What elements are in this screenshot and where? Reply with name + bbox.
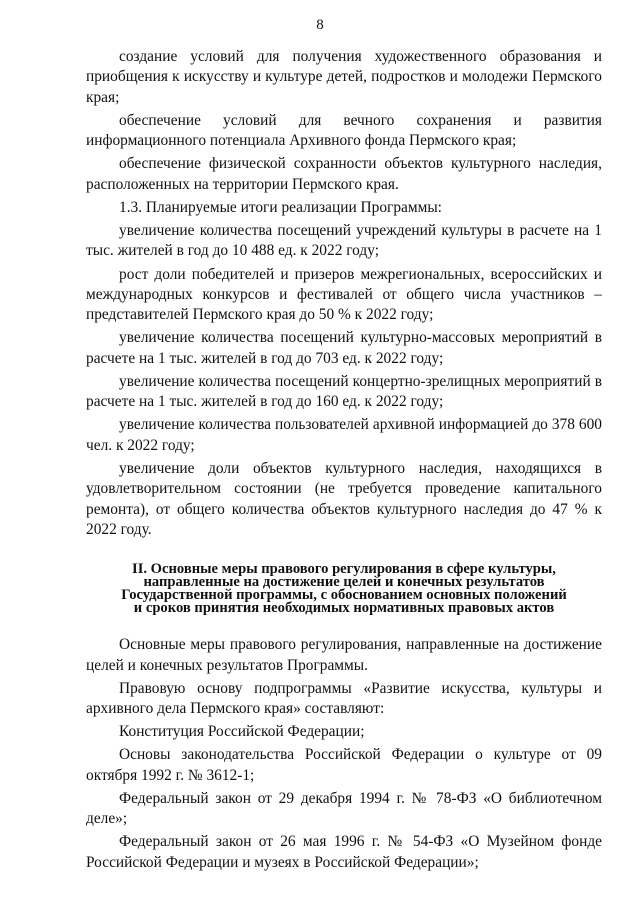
paragraph: увеличение количества посещений концертно-зрелищных мероприятий в расчете на 1 тыс. жителей в год до 160 ед. к 2022 году;	[86, 372, 602, 411]
paragraph: обеспечение физической сохранности объектов культурного наследия, расположенных на территории Пермского края.	[86, 155, 602, 193]
paragraph: Основные меры правового регулирования, направленные на достижение целей и конечных результатов Программы.	[86, 636, 602, 674]
paragraph: Конституция Российской Федерации;	[119, 723, 365, 741]
page-content	[86, 47, 602, 876]
paragraph: увеличение количества пользователей архивной информацией до 378 600 чел. к 2022 году;	[86, 416, 602, 454]
page-number: 8	[316, 17, 324, 33]
paragraph: обеспечение условий для вечного сохранения и развития информационного потенциала Архивного фонда Пермского края;	[86, 111, 602, 150]
section-heading	[86, 560, 602, 617]
paragraph: рост доли победителей и призеров межрегиональных, всероссийских и международных конкурсов и фестивалей от общего числа участников – представителей Пермского края до 50 % к 2022 году;	[86, 265, 602, 324]
paragraph: создание условий для получения художественного образования и приобщения к искусству и культуре детей, подростков и молодежи Пермского края;	[86, 48, 602, 106]
paragraph: Федеральный закон от 29 декабря 1994 г. № 78-ФЗ «О библиотечном деле»;	[86, 789, 602, 828]
paragraph: Основы законодательства Российской Федерации о культуре от 09 октября 1992 г. № 3612-1;	[86, 746, 602, 784]
paragraph: Правовую основу подпрограммы «Развитие искусства, культуры и архивного дела Пермского края» составляют:	[86, 679, 602, 718]
paragraph: увеличение количества посещений учреждений культуры в расчете на 1 тыс. жителей в год до 10 488 ед. к 2022 году;	[86, 222, 602, 260]
paragraph: увеличение доли объектов культурного наследия, находящихся в удовлетворительном состоянии (не требуется проведение капитального ремонта), от общего количества объектов культурного наследия до 47 % к 2022 году.	[86, 459, 602, 539]
paragraph: 1.3. Планируемые итоги реализации Программы:	[119, 198, 442, 216]
paragraph: Федеральный закон от 26 мая 1996 г. № 54-ФЗ «О Музейном фонде Российской Федерации и музеях в Российской Федерации»;	[86, 833, 602, 871]
section-heading-line: II. Основные меры правового регулирования в сфере культуры,	[132, 560, 556, 577]
paragraph: увеличение количества посещений культурно-массовых мероприятий в расчете на 1 тыс. жителей в год до 703 ед. к 2022 году;	[86, 329, 602, 367]
section-heading-line: и сроков принятия необходимых нормативных правовых актов	[133, 600, 555, 617]
section-heading-line: Государственной программы, с обоснованием основных положений	[121, 586, 567, 603]
section-heading-line: направленные на достижение целей и конечных результатов	[143, 573, 545, 590]
